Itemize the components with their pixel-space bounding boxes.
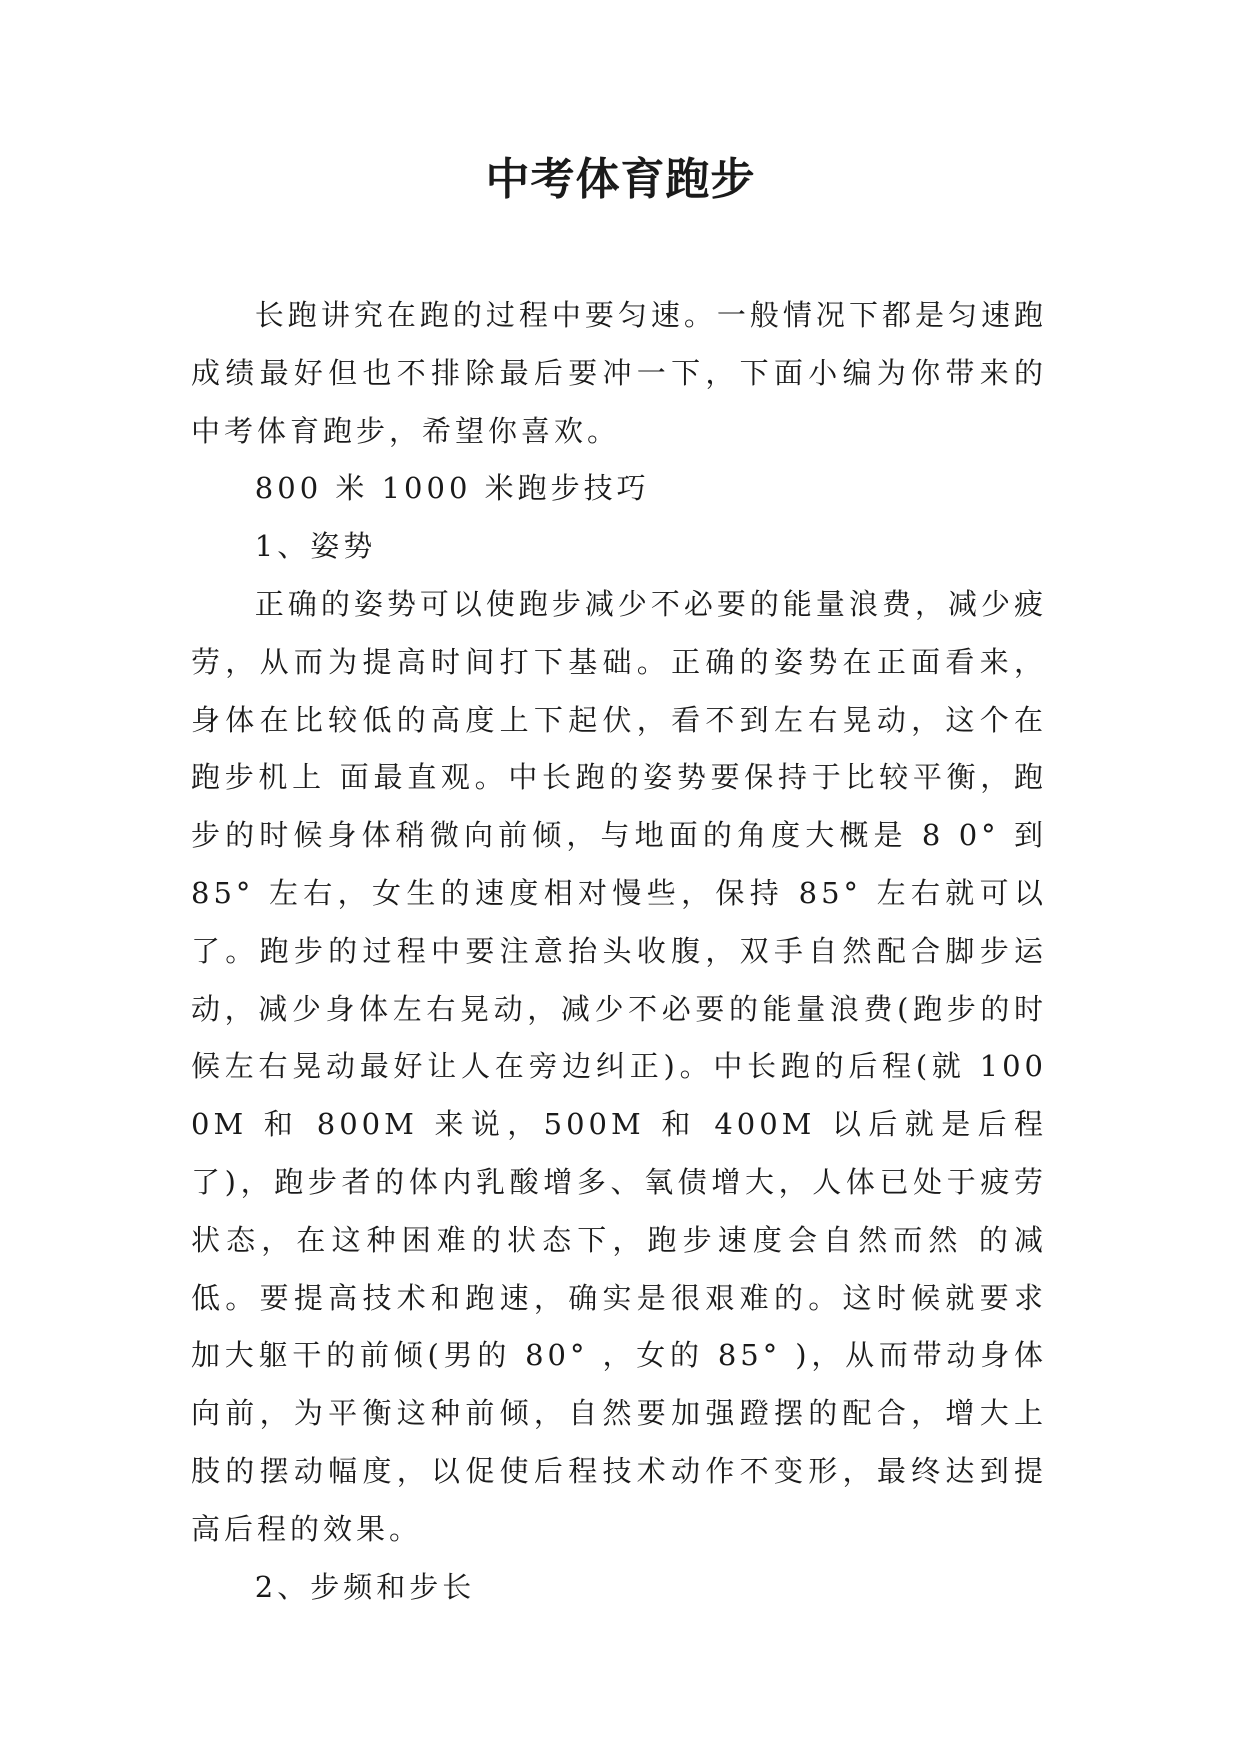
intro-paragraph: 长跑讲究在跑的过程中要匀速。一般情况下都是匀速跑成绩最好但也不排除最后要冲一下，下面小编为你带来的中考体育跑步，希望你喜欢。: [191, 298, 1047, 448]
document-title: 中考体育跑步: [485, 154, 756, 205]
posture-paragraph: 正确的姿势可以使跑步减少不必要的能量浪费，减少疲劳，从而为提高时间打下基础。正确的姿势在正面看来，身体在比较低的高度上下起伏，看不到左右晃动，这个在跑步机上 面最直观。中长跑的姿势要保持于比较平衡，跑步的时候身体稍微向前倾，与地面的角度大概是 8 0° 到 85° 左右，女生的速度相对慢些，保持 85° 左右就可以了。跑步的过程中要注意抬头收腹，双手自然配合脚步运动，减少身体左右晃动，减少不必要的能量浪费(跑步的时候左右晃动最好让人在旁边纠正)。中长跑的后程(就 1000M 和 800M 来说，500M 和 400M 以后就是后程了)，跑步者的体内乳酸增多、氧债增大，人体已处于疲劳状态，在这种困难的状态下，跑步速度会自然而然 的减低。要提高技术和跑速，确实是很艰难的。这时候就要求加大躯干的前倾(男的 80° ，女的 85° )，从而带动身体向前，为平衡这种前倾，自然要加强蹬摆的配合，增大上肢的摆动幅度，以促使后程技术动作不变形，最终达到提高后程的效果。: [191, 586, 1047, 1546]
section-heading: 800 米 1000 米跑步技巧: [254, 471, 650, 506]
subsection-heading-posture: 1、姿势: [254, 529, 377, 564]
subsection-heading-cadence: 2、步频和步长: [254, 1569, 476, 1604]
document-body: [191, 287, 1047, 1616]
